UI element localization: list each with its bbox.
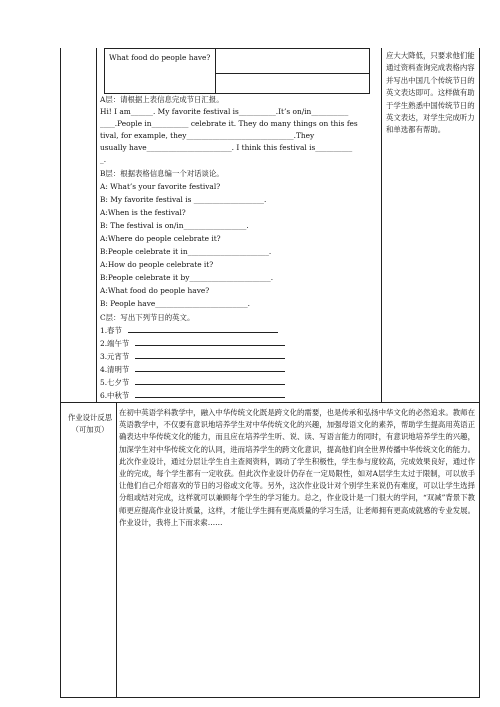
- level-b-line-10: B: People have_________________________.: [100, 299, 250, 308]
- level-a-line-5: _.: [100, 155, 107, 164]
- level-a-line-1: Hi! I am______. My favorite festival is__________.It’s on/in__________: [100, 107, 349, 116]
- content-left-border: [96, 48, 97, 402]
- level-c-item-label: 5.七夕节: [100, 378, 130, 387]
- food-question: What food do people have?: [109, 53, 211, 62]
- reflection-label: 作业设计反思: [67, 413, 113, 422]
- level-b-line-8: B:People celebrate it by______________________.: [100, 273, 274, 282]
- level-c-item-label: 4.清明节: [100, 365, 130, 374]
- level-c-item-label: 2.端午节: [100, 339, 130, 348]
- level-c-item-5: [100, 377, 285, 388]
- design-note: 应大大降低，只要求他们能通过资料查询完成表格内容并写出中国几个传统节日的英文表达即可。这样做有助于学生熟悉中国传统节日的英文表达，对学生完成听力和单选都有帮助。: [386, 51, 475, 135]
- answer-blank: [135, 390, 285, 398]
- level-c-item-label: 1.春节: [100, 326, 122, 335]
- inner-table-row-divider: [215, 73, 369, 74]
- answer-blank: [135, 351, 285, 359]
- answer-blank: [135, 377, 285, 385]
- level-c-item-label: 3.元宵节: [100, 352, 130, 361]
- level-c-item-1: [100, 325, 278, 336]
- reflection-label-note: （可加页）: [71, 425, 109, 434]
- level-b-line-3: A:When is the festival?: [100, 208, 186, 217]
- note-column-divider: [381, 48, 382, 402]
- reflection-text: 在初中英语学科教学中，融入中华传统文化既是跨文化的需要，也是传承和弘扬中华文化的必然追求。教师在英语教学中，不仅要有意识地培养学生对中华传统文化的兴趣，加强母语文化的素养，帮助学生提高用英语正确表达中华传统文化的能力，而且应在培养学生听、说、读、写语言能力的同时，有意识地培养学生的兴趣，加深学生对中华传统文化的认同，进而培养学生的跨文化意识，提高他们向全世界传播中华传统文化的能力。此次作业设计，通过分层让学生自主查阅资料，调动了学生积极性，学生参与度较高，完成效果良好，通过作业的完成，每个学生都有一定收获。但此次作业设计仍存在一定局限性，如对A层学生太过于限制，可以放手让他们自己介绍喜欢的节日的习俗或文化等。另外，这次作业设计对个别学生来说仍有难度，可以让学生选择分组或结对完成，这样就可以兼顾每个学生的学习能力。总之，作业设计是一门很大的学问，“双减”背景下教师更应提高作业设计质量，这样，才能让学生拥有更高质量的学习生活，让老师拥有更高成就感的专业发展。作业设计，我将上下而求索……: [119, 408, 475, 527]
- level-b-line-7: A:How do people celebrate it?: [100, 260, 214, 269]
- level-a-line-2: ____.People in__________ celebrate it. They do many things on this fes: [100, 119, 358, 128]
- level-c-title: C层：写出下列节日的英文。: [100, 313, 195, 322]
- answer-blank: [128, 325, 278, 333]
- level-b-line-1: A: What’s your favorite festival?: [100, 182, 221, 191]
- row-divider: [60, 402, 480, 403]
- level-a-line-3: tival, for example, they_____________________________.They: [100, 131, 315, 140]
- inner-table-col-divider: [215, 49, 216, 93]
- level-c-item-4: [100, 364, 285, 375]
- level-c-item-label: 6.中秋节: [100, 391, 130, 400]
- answer-blank: [135, 364, 285, 372]
- level-c-item-3: [100, 351, 285, 362]
- level-c-item-6: [100, 390, 285, 401]
- level-b-line-6: B:People celebrate it in______________________.: [100, 247, 272, 256]
- level-c-item-2: [100, 338, 285, 349]
- level-a-title: A层：请根据上表信息完成节日汇报。: [100, 95, 224, 104]
- level-b-line-9: A:What food do people have?: [100, 286, 210, 295]
- festival-info-table: [104, 48, 370, 94]
- level-b-line-5: A:Where do people celebrate it?: [100, 234, 221, 243]
- answer-blank: [135, 338, 285, 346]
- label-column-divider: [116, 402, 117, 698]
- level-a-line-4: usually have_______________________. I think this festival is__________: [100, 143, 353, 152]
- level-b-title: B层：根据表格信息编一个对话谈论。: [100, 169, 224, 178]
- level-b-line-2: B: My favorite festival is ___________________.: [100, 195, 267, 204]
- level-b-line-4: B: The festival is on/in_________________.: [100, 221, 249, 230]
